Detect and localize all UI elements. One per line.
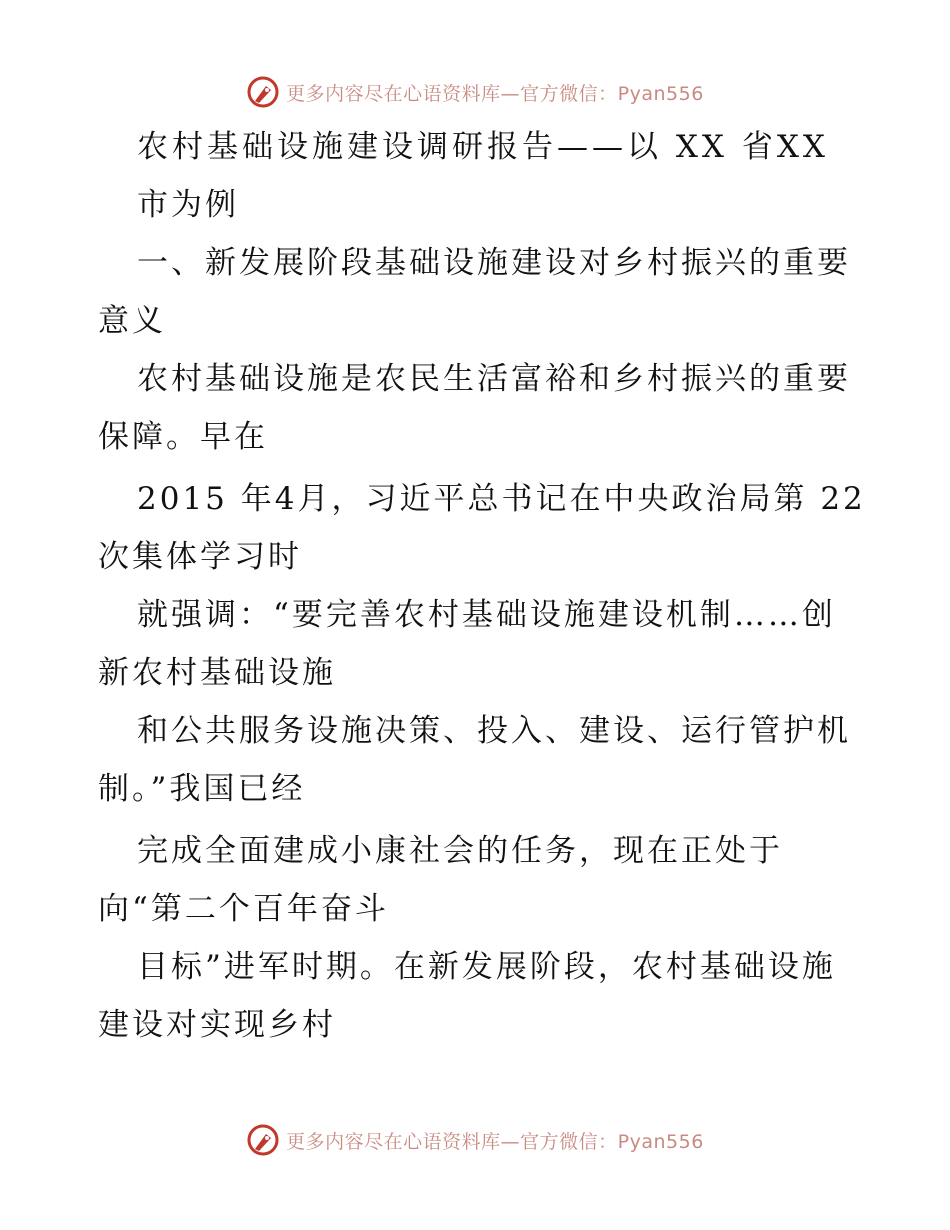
pen-nib-logo-icon (246, 75, 280, 109)
paragraph-line: 向“第二个百年奋斗 (98, 891, 389, 927)
footer-watermark (0, 1120, 950, 1160)
document-title-line-1: 农村基础设施建设调研报告——以 XX 省XX (137, 129, 829, 165)
paragraph-line: 和公共服务设施决策、投入、建设、运行管护机 (137, 713, 851, 749)
paragraph-line: 就强调：“要完善农村基础设施建设机制……创 (137, 597, 836, 633)
paragraph-line: 目标”进军时期。在新发展阶段，农村基础设施 (137, 949, 836, 985)
section-heading-line-2: 意义 (98, 303, 166, 339)
pen-nib-logo-icon (246, 1123, 280, 1157)
section-heading-line-1: 一、新发展阶段基础设施建设对乡村振兴的重要 (137, 245, 851, 281)
paragraph-line: 完成全面建成小康社会的任务，现在正处于 (137, 833, 783, 869)
watermark-text: 更多内容尽在心语资料库—官方微信：Pyan556 (286, 82, 704, 105)
header-watermark (0, 72, 950, 112)
paragraph-line: 制。”我国已经 (98, 771, 306, 807)
paragraph-line: 农村基础设施是农民生活富裕和乡村振兴的重要 (137, 361, 851, 397)
paragraph-line: 保障。早在 (98, 419, 268, 455)
paragraph-line: 建设对实现乡村 (98, 1007, 336, 1043)
paragraph-line: 2015 年4月，习近平总书记在中央政治局第 22 (137, 481, 866, 517)
document-title-line-2: 市为例 (137, 187, 239, 223)
paragraph-line: 新农村基础设施 (98, 655, 336, 691)
watermark-text: 更多内容尽在心语资料库—官方微信：Pyan556 (286, 1130, 704, 1153)
paragraph-line: 次集体学习时 (98, 539, 302, 575)
